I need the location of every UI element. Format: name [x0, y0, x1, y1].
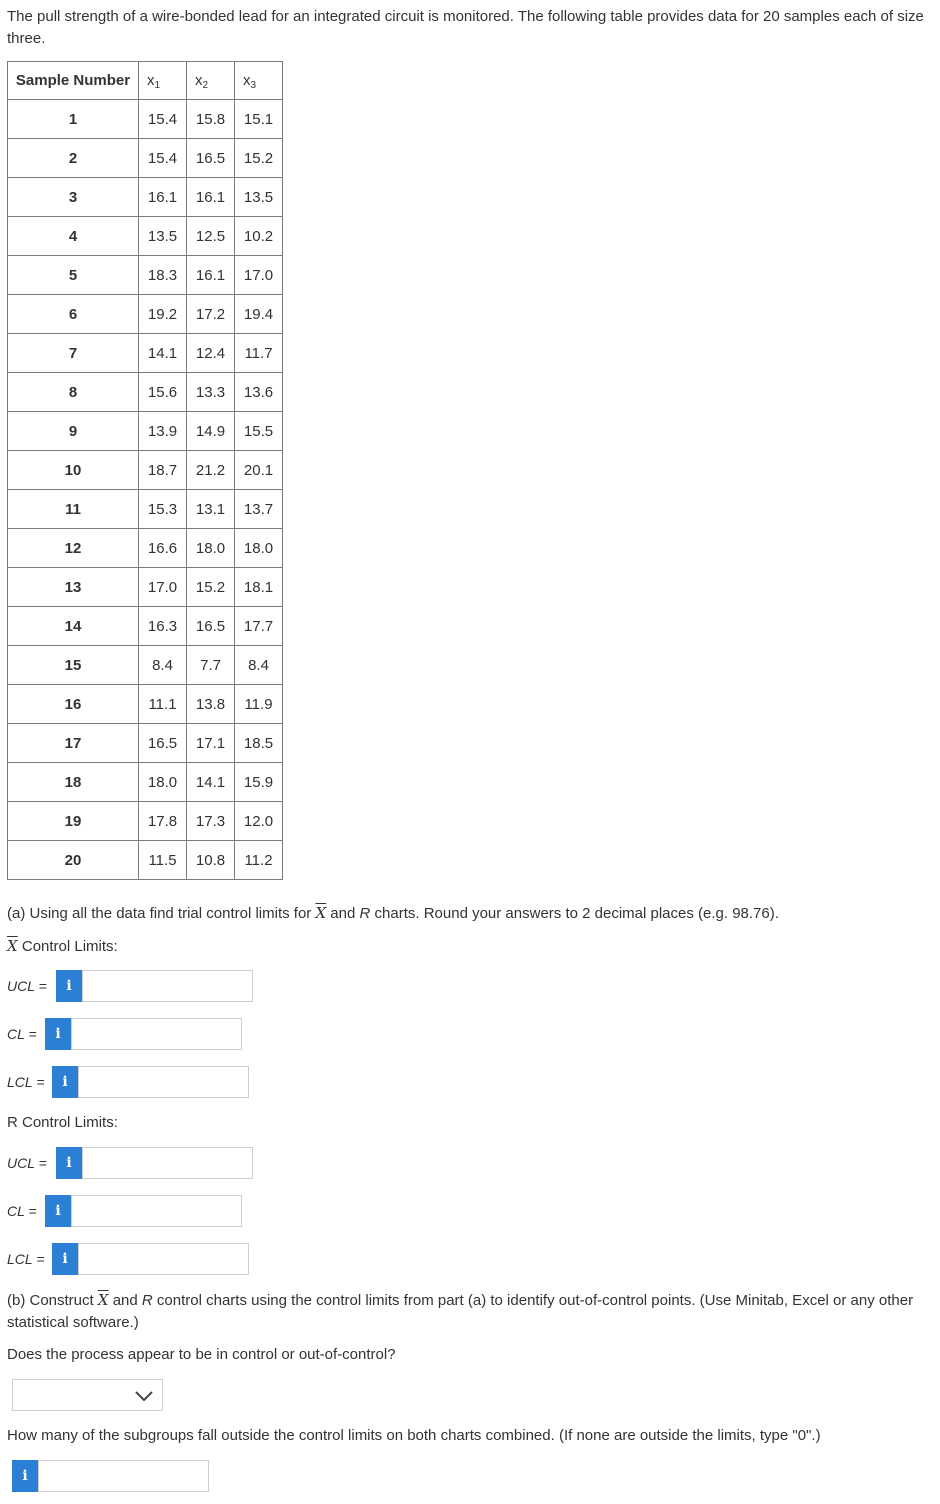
xbar-symbol: $\overline{X}$	[7, 937, 18, 955]
x2-cell: 13.3	[187, 373, 235, 412]
x1-cell: 18.3	[139, 256, 187, 295]
part-a-prefix: (a) Using all the data find trial control limits for	[7, 905, 316, 922]
info-icon[interactable]: i	[12, 1460, 38, 1492]
info-icon[interactable]: i	[56, 970, 82, 1002]
x1-cell: 14.1	[139, 334, 187, 373]
data-table	[7, 61, 283, 880]
table-row	[8, 139, 283, 178]
table-row	[8, 646, 283, 685]
part-b-prefix: (b) Construct	[7, 1292, 98, 1309]
x3-cell: 11.7	[235, 334, 283, 373]
table-row	[8, 841, 283, 880]
x3-cell: 12.0	[235, 802, 283, 841]
x1-cell: 16.5	[139, 724, 187, 763]
x1-cell: 13.5	[139, 217, 187, 256]
header-x-sub: 1	[154, 80, 161, 91]
r-ucl-input[interactable]	[82, 1147, 253, 1179]
x3-cell: 15.1	[235, 100, 283, 139]
x3-cell: 15.9	[235, 763, 283, 802]
r-symbol: R	[141, 1292, 153, 1309]
info-icon[interactable]: i	[52, 1243, 78, 1275]
part-a-mid: and	[326, 905, 360, 922]
x2-cell: 18.0	[187, 529, 235, 568]
r-control-limits-heading	[7, 1112, 118, 1134]
x1-cell: 11.5	[139, 841, 187, 880]
sample-number-cell: 3	[8, 178, 139, 217]
sample-number-cell: 11	[8, 490, 139, 529]
xbar-ucl-row	[7, 970, 253, 1002]
chevron-down-icon	[134, 1389, 154, 1403]
xbar-heading-text: Control Limits:	[17, 938, 118, 955]
x1-cell: 15.6	[139, 373, 187, 412]
table-row	[8, 724, 283, 763]
sample-number-cell: 6	[8, 295, 139, 334]
x1-cell: 15.4	[139, 100, 187, 139]
info-icon[interactable]: i	[45, 1195, 71, 1227]
x2-cell: 12.4	[187, 334, 235, 373]
x3-cell: 10.2	[235, 217, 283, 256]
table-row	[8, 685, 283, 724]
table-row	[8, 763, 283, 802]
x2-cell: 21.2	[187, 451, 235, 490]
x3-cell: 17.0	[235, 256, 283, 295]
table-row	[8, 451, 283, 490]
r-lcl-label: LCL =	[7, 1251, 45, 1267]
x2-cell: 17.3	[187, 802, 235, 841]
x3-cell: 18.1	[235, 568, 283, 607]
subgroups-outside-question: How many of the subgroups fall outside the control limits on both charts combined. (If none are outside the limits, type "0".)	[7, 1427, 821, 1444]
part-b-mid: and	[108, 1292, 142, 1309]
header-x1	[139, 62, 187, 100]
x2-cell: 15.2	[187, 568, 235, 607]
xbar-cl-row	[7, 1018, 242, 1050]
x1-cell: 19.2	[139, 295, 187, 334]
x2-cell: 12.5	[187, 217, 235, 256]
sample-number-cell: 5	[8, 256, 139, 295]
r-lcl-input[interactable]	[78, 1243, 249, 1275]
x1-cell: 11.1	[139, 685, 187, 724]
xbar-lcl-label: LCL =	[7, 1074, 45, 1090]
x3-cell: 15.5	[235, 412, 283, 451]
subgroups-outside-row	[12, 1460, 209, 1492]
sample-number-cell: 13	[8, 568, 139, 607]
x3-cell: 20.1	[235, 451, 283, 490]
sample-number-cell: 18	[8, 763, 139, 802]
xbar-control-limits-heading	[7, 935, 118, 958]
x2-cell: 7.7	[187, 646, 235, 685]
part-a-suffix: charts. Round your answers to 2 decimal places (e.g. 98.76).	[370, 905, 779, 922]
xbar-ucl-input[interactable]	[82, 970, 253, 1002]
table-row	[8, 295, 283, 334]
x1-cell: 16.6	[139, 529, 187, 568]
x1-cell: 8.4	[139, 646, 187, 685]
sample-number-cell: 20	[8, 841, 139, 880]
r-ucl-row	[7, 1147, 253, 1179]
sample-number-cell: 15	[8, 646, 139, 685]
x2-cell: 16.1	[187, 178, 235, 217]
x3-cell: 18.5	[235, 724, 283, 763]
x3-cell: 17.7	[235, 607, 283, 646]
x3-cell: 13.7	[235, 490, 283, 529]
sample-number-cell: 17	[8, 724, 139, 763]
header-x-letter: x	[195, 72, 203, 89]
part-b-instructions	[7, 1289, 935, 1334]
header-x2	[187, 62, 235, 100]
info-icon[interactable]: i	[56, 1147, 82, 1179]
header-x-sub: 3	[250, 80, 257, 91]
xbar-cl-label: CL =	[7, 1026, 37, 1042]
table-row	[8, 178, 283, 217]
table-row	[8, 334, 283, 373]
table-row	[8, 412, 283, 451]
r-cl-input[interactable]	[71, 1195, 242, 1227]
table-row	[8, 373, 283, 412]
xbar-lcl-row	[7, 1066, 249, 1098]
xbar-lcl-input[interactable]	[78, 1066, 249, 1098]
table-row	[8, 490, 283, 529]
r-cl-row	[7, 1195, 242, 1227]
x2-cell: 16.5	[187, 607, 235, 646]
x1-cell: 17.8	[139, 802, 187, 841]
x3-cell: 8.4	[235, 646, 283, 685]
info-icon[interactable]: i	[45, 1018, 71, 1050]
x1-cell: 13.9	[139, 412, 187, 451]
header-x-letter: x	[243, 72, 251, 89]
table-body	[8, 100, 283, 880]
x3-cell: 11.9	[235, 685, 283, 724]
intro-text: The pull strength of a wire-bonded lead for an integrated circuit is monitored. The following table provides data for 20 samples each of size three.	[7, 8, 924, 47]
sample-number-cell: 2	[8, 139, 139, 178]
header-x-letter: x	[147, 72, 155, 89]
r-ucl-label: UCL =	[7, 1155, 47, 1171]
table-row	[8, 568, 283, 607]
x2-cell: 10.8	[187, 841, 235, 880]
x2-cell: 15.8	[187, 100, 235, 139]
table-row	[8, 217, 283, 256]
x2-cell: 14.1	[187, 763, 235, 802]
process-control-dropdown[interactable]	[12, 1379, 163, 1411]
sample-number-cell: 4	[8, 217, 139, 256]
x3-cell: 18.0	[235, 529, 283, 568]
table-row	[8, 256, 283, 295]
x2-cell: 13.8	[187, 685, 235, 724]
x2-cell: 17.2	[187, 295, 235, 334]
x1-cell: 18.0	[139, 763, 187, 802]
x1-cell: 15.3	[139, 490, 187, 529]
x3-cell: 15.2	[235, 139, 283, 178]
x2-cell: 16.5	[187, 139, 235, 178]
r-cl-label: CL =	[7, 1203, 37, 1219]
x1-cell: 18.7	[139, 451, 187, 490]
process-control-question: Does the process appear to be in control or out-of-control?	[7, 1346, 396, 1363]
sample-number-cell: 14	[8, 607, 139, 646]
sample-number-cell: 12	[8, 529, 139, 568]
sample-number-cell: 8	[8, 373, 139, 412]
table-row	[8, 100, 283, 139]
part-b-suffix: control charts using the control limits from part (a) to identify out-of-control points. (Use Minitab, Excel or any other statistical software.)	[7, 1292, 914, 1331]
x3-cell: 13.6	[235, 373, 283, 412]
subgroups-outside-input[interactable]	[38, 1460, 209, 1492]
x3-cell: 13.5	[235, 178, 283, 217]
r-heading-text: Control Limits:	[17, 1114, 118, 1131]
x3-cell: 11.2	[235, 841, 283, 880]
sample-number-cell: 19	[8, 802, 139, 841]
table-row	[8, 529, 283, 568]
x2-cell: 13.1	[187, 490, 235, 529]
xbar-ucl-label: UCL =	[7, 978, 47, 994]
info-icon[interactable]: i	[52, 1066, 78, 1098]
xbar-symbol: $\overline{X}$	[97, 1291, 109, 1309]
header-x-sub: 2	[202, 80, 209, 91]
x1-cell: 16.1	[139, 178, 187, 217]
table-row	[8, 802, 283, 841]
sample-number-cell: 1	[8, 100, 139, 139]
x1-cell: 15.4	[139, 139, 187, 178]
sample-number-cell: 10	[8, 451, 139, 490]
part-a-instructions	[7, 902, 779, 925]
table-header-row	[8, 62, 283, 100]
sample-number-cell: 7	[8, 334, 139, 373]
header-x3	[235, 62, 283, 100]
r-lcl-row	[7, 1243, 249, 1275]
x3-cell: 19.4	[235, 295, 283, 334]
r-symbol: R	[359, 905, 371, 922]
x2-cell: 16.1	[187, 256, 235, 295]
r-symbol: R	[7, 1114, 18, 1131]
xbar-cl-input[interactable]	[71, 1018, 242, 1050]
xbar-symbol: $\overline{X}$	[315, 904, 327, 922]
x1-cell: 17.0	[139, 568, 187, 607]
x2-cell: 14.9	[187, 412, 235, 451]
header-sample-number: Sample Number	[8, 62, 139, 100]
table-row	[8, 607, 283, 646]
sample-number-cell: 9	[8, 412, 139, 451]
sample-number-cell: 16	[8, 685, 139, 724]
x2-cell: 17.1	[187, 724, 235, 763]
x1-cell: 16.3	[139, 607, 187, 646]
